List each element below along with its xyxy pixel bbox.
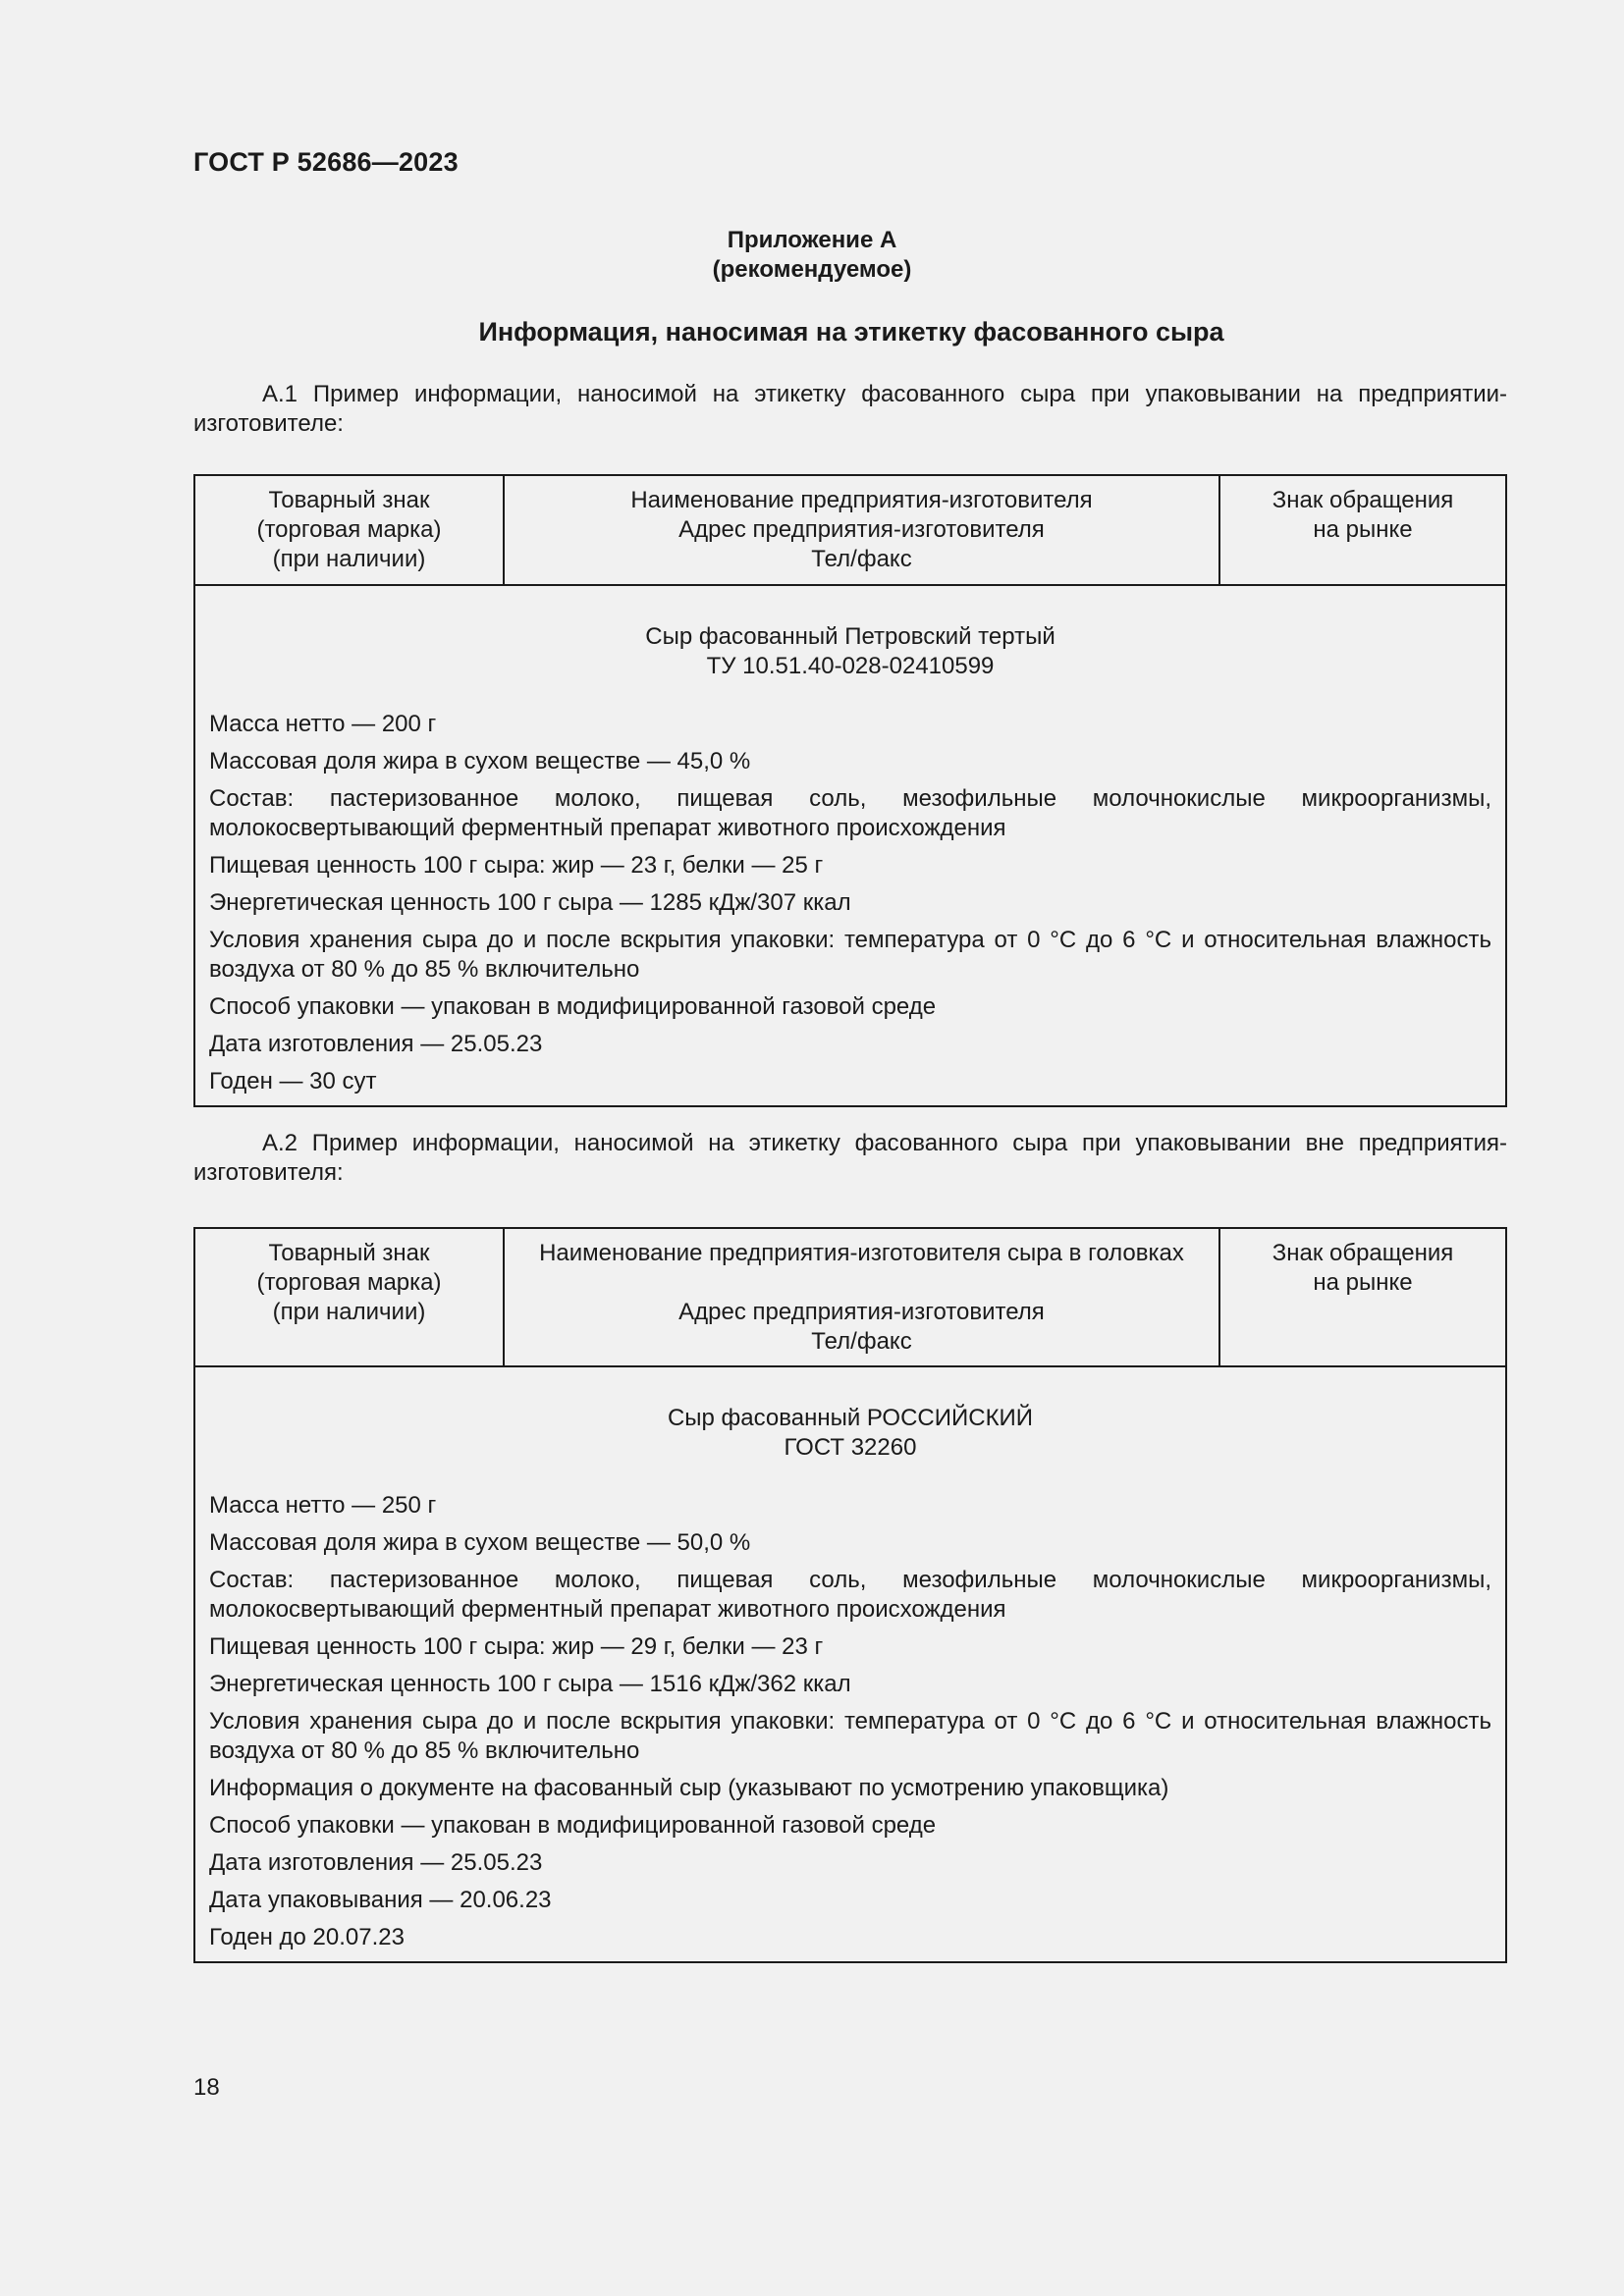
header-line: (при наличии) xyxy=(272,546,426,572)
product-name xyxy=(209,1367,1491,1491)
manufacturer-cell xyxy=(505,1229,1220,1365)
label-example-table-a2 xyxy=(193,1227,1507,1963)
label-body xyxy=(195,1367,1505,1952)
label-info-row: Информация о документе на фасованный сыр (указывают по усмотрению упаковщика) xyxy=(209,1775,1169,1801)
label-info-row: Масса нетто — 200 г xyxy=(209,711,437,737)
example-a1-paragraph: А.1 Пример информации, наносимой на этикетку фасованного сыра при упаковывании на предприятии-изготовителе: xyxy=(193,381,1507,437)
header-line: Товарный знак xyxy=(268,1240,430,1266)
header-line: Адрес предприятия-изготовителя xyxy=(678,1299,1045,1325)
document-code: ГОСТ Р 52686—2023 xyxy=(193,147,459,177)
product-standard: ГОСТ 32260 xyxy=(784,1434,917,1461)
trademark-cell xyxy=(195,476,505,584)
market-mark-cell xyxy=(1220,1229,1505,1365)
header-line: Тел/факс xyxy=(811,546,912,572)
label-info-row: Масса нетто — 250 г xyxy=(209,1492,437,1519)
label-info-list xyxy=(209,1491,1491,1952)
header-line: Наименование предприятия-изготовителя xyxy=(630,487,1093,513)
header-line: на рынке xyxy=(1313,1269,1413,1296)
label-info-row: Годен до 20.07.23 xyxy=(209,1924,405,1950)
header-spacer xyxy=(505,1268,1218,1298)
page-number: 18 xyxy=(193,2074,220,2101)
section-title: Информация, наносимая на этикетку фасованного сыра xyxy=(478,317,1224,347)
label-info-list xyxy=(209,710,1491,1096)
header-line: Тел/факс xyxy=(811,1328,912,1355)
label-info-row: Состав: пастеризованное молоко, пищевая соль, мезофильные молочнокислые микроорганизмы, молокосвертывающий ферментный препарат животного происхождения xyxy=(209,785,1491,841)
label-info-row: Годен — 30 сут xyxy=(209,1068,377,1095)
market-mark-cell xyxy=(1220,476,1505,584)
header-line: на рынке xyxy=(1313,516,1413,543)
label-info-row: Дата изготовления — 25.05.23 xyxy=(209,1031,543,1057)
header-line: (при наличии) xyxy=(272,1299,426,1325)
product-title: Сыр фасованный Петровский тертый xyxy=(645,623,1056,650)
label-info-row: Дата изготовления — 25.05.23 xyxy=(209,1849,543,1876)
label-info-row: Состав: пастеризованное молоко, пищевая соль, мезофильные молочнокислые микроорганизмы, молокосвертывающий ферментный препарат животного происхождения xyxy=(209,1567,1491,1623)
label-example-table-a1 xyxy=(193,474,1507,1107)
label-info-row: Способ упаковки — упакован в модифицированной газовой среде xyxy=(209,993,937,1020)
header-line: Товарный знак xyxy=(268,487,430,513)
header-line: Наименование предприятия-изготовителя сыра в головках xyxy=(539,1240,1184,1266)
appendix-title: Приложение А xyxy=(727,227,897,253)
label-header-row xyxy=(195,476,1505,586)
trademark-cell xyxy=(195,1229,505,1365)
header-line: Адрес предприятия-изготовителя xyxy=(678,516,1045,543)
example-a2-paragraph: А.2 Пример информации, наносимой на этикетку фасованного сыра при упаковывании вне предприятия-изготовителя: xyxy=(193,1130,1507,1186)
product-standard: ТУ 10.51.40-028-02410599 xyxy=(706,653,995,679)
header-line: Знак обращения xyxy=(1272,487,1454,513)
label-info-row: Способ упаковки — упакован в модифицированной газовой среде xyxy=(209,1812,937,1839)
label-info-row: Дата упаковывания — 20.06.23 xyxy=(209,1887,552,1913)
label-info-row: Энергетическая ценность 100 г сыра — 1516 кДж/362 ккал xyxy=(209,1671,851,1697)
label-info-row: Пищевая ценность 100 г сыра: жир — 23 г, белки — 25 г xyxy=(209,852,824,879)
header-line: (торговая марка) xyxy=(256,516,442,543)
header-line: (торговая марка) xyxy=(256,1269,442,1296)
header-line: Знак обращения xyxy=(1272,1240,1454,1266)
product-name xyxy=(209,586,1491,710)
label-info-row: Массовая доля жира в сухом веществе — 50,0 % xyxy=(209,1529,751,1556)
label-body xyxy=(195,586,1505,1096)
label-info-row: Массовая доля жира в сухом веществе — 45,0 % xyxy=(209,748,751,774)
label-info-row: Пищевая ценность 100 г сыра: жир — 29 г, белки — 23 г xyxy=(209,1633,824,1660)
label-info-row: Условия хранения сыра до и после вскрытия упаковки: температура от 0 °С до 6 °С и относительная влажность воздуха от 80 % до 85 % включительно xyxy=(209,1708,1491,1764)
product-title: Сыр фасованный РОССИЙСКИЙ xyxy=(667,1405,1034,1431)
manufacturer-cell xyxy=(505,476,1220,584)
appendix-subtitle: (рекомендуемое) xyxy=(712,256,912,283)
label-info-row: Энергетическая ценность 100 г сыра — 1285 кДж/307 ккал xyxy=(209,889,851,916)
label-header-row xyxy=(195,1229,1505,1367)
appendix-heading xyxy=(0,226,1624,285)
label-info-row: Условия хранения сыра до и после вскрытия упаковки: температура от 0 °С до 6 °С и относительная влажность воздуха от 80 % до 85 % включительно xyxy=(209,927,1491,983)
